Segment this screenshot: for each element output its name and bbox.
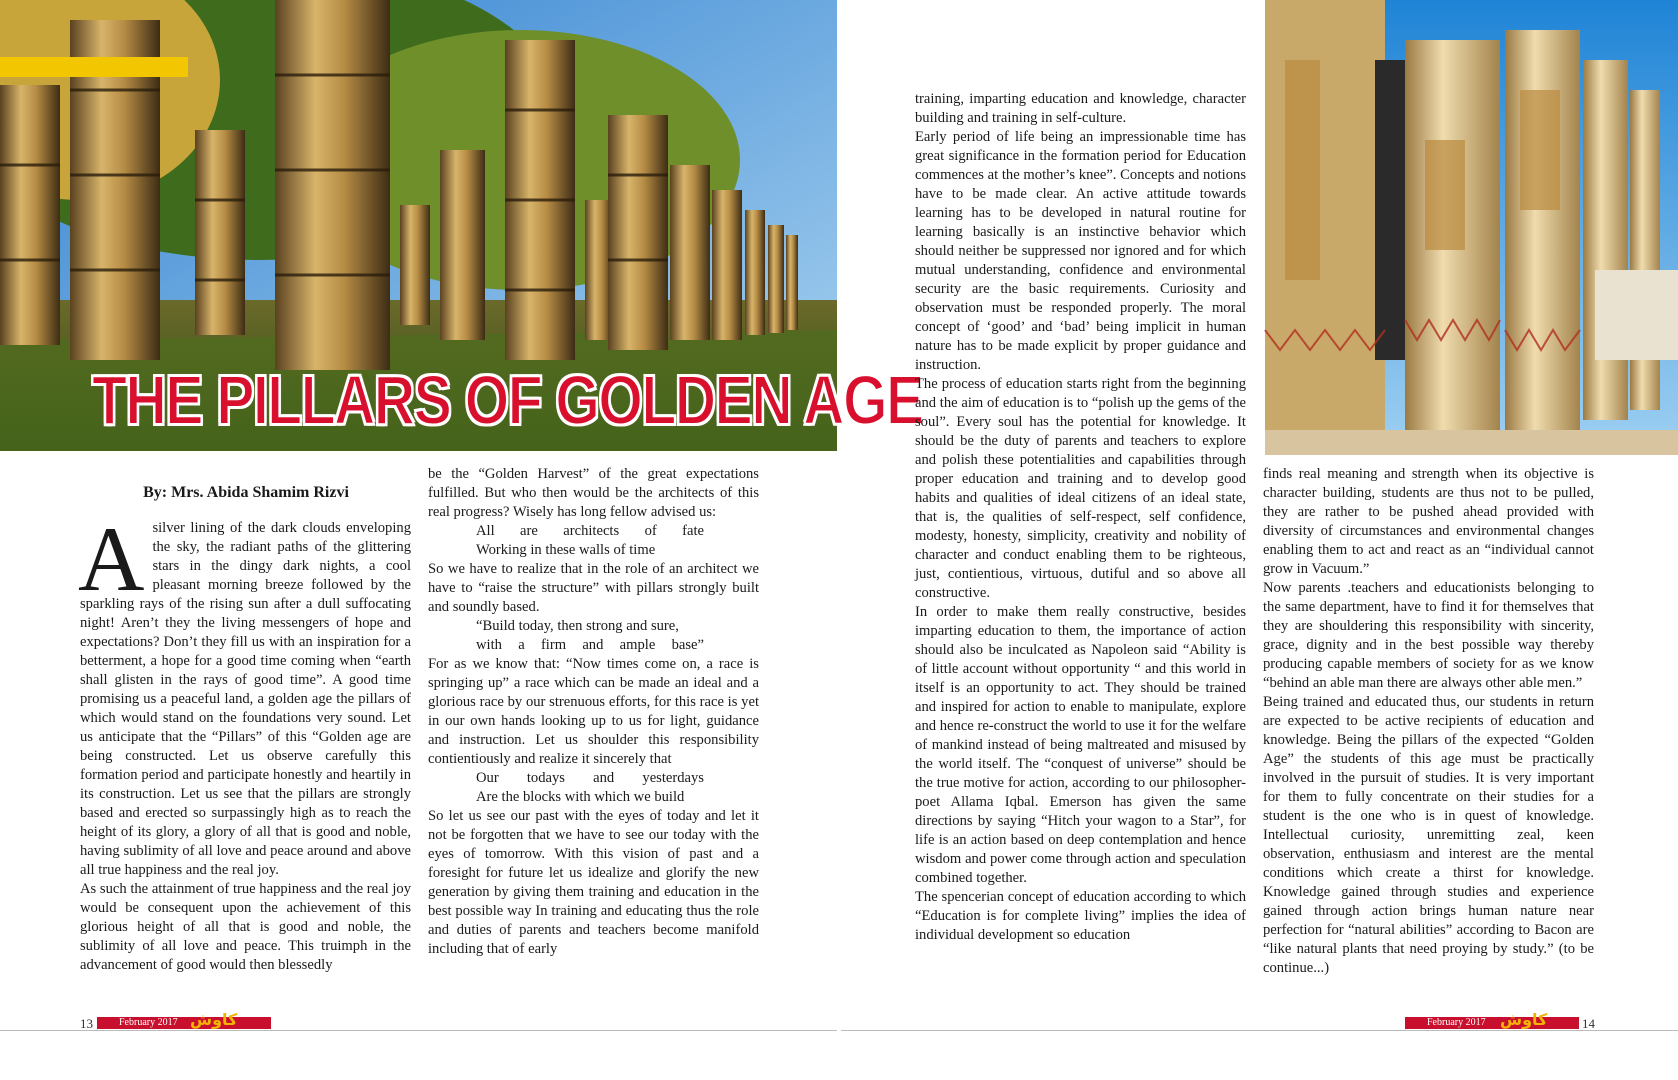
paragraph: be the “Golden Harvest” of the great expectations fulfilled. But who then would be the architects of this real progress? Wisely has long fellow advised us: [428,466,759,520]
drop-cap: A [78,508,145,610]
verse-line: Working in these walls of time [476,542,656,558]
verse-line: Our todays and yesterdays [476,770,704,786]
footer-band-left [97,1017,271,1029]
paragraph: For as we know that: “Now times come on, a race is springing up” a race which can be made an ideal and a glorious race by our strenuous efforts, for this race is yet in our own hands looking up to us for light, guidance and instruction. Let us shoulder this responsibility contientiously and realize it sincerely that [428,656,759,767]
paragraph: training, imparting education and knowledge, character building and training in self-culture. [915,91,1246,126]
paragraph: So we have to realize that in the role of an architect we have to “raise the structure” with pillars strongly built and soundly based. [428,561,759,615]
paragraph: In order to make them really constructive, besides imparting education to them, the importance of action should also be inculcated as Napoleon said “Ability is of little account without opportunity “ and this world in itself is an opportunity to act. They should be trained and inspired for action to enable to manipulate, explore and hence re-construct the world to use it for the welfare of mankind instead of being maltreated and misused by the world itself. The “conquest of universe” should be the true motive for action, according to our philosopher-poet Allama Iqbal. Emerson has given the same directions by saying “Hitch your wagon to a Star”, for life is an action based on deep contemplation and hence wisdom and power come through action and speculation combined together. [915,604,1246,886]
verse-line: All are architects of fate [476,523,704,539]
paragraph: The process of education starts right from the beginning and the aim of education is to “polish up the gems of the soul”. Every soul has the potential for knowledge. It should be the duty of parents and teachers to explore and polish these potentialities and capabilities through proper education and training and to develop good habits and qualities of ideal citizens of an ideal state, that is, the qualities of self-respect, self confidence, modesty, honesty, simplicity, creativity and nobility of character and conduct enabling them to be righteous, just, contientious, virtuous, dutiful and so above all constructive. [915,376,1246,601]
paragraph: The spencerian concept of education according to which “Education is for complete living” implies the idea of individual development so education [915,889,1246,943]
paragraph: Asilver lining of the dark clouds enveloping the sky, the radiant paths of the glittering stars in the dingy dark nights, a cool pleasant morning breeze followed by the sparkling rays of the rising sun after a dull suffocating night! Aren’t they the living messengers of hope and expectations? Don’t they fill us with an inspiration for a betterment, a hope for a good time coming when “earth shall glisten in the rays of good time”. A good time promising us a peaceful land, a golden age the pillars of which would stand on the foundations very sound. Let us anticipate that the “Pillars” of this “Golden age are being constructed. Let us observe carefully this formation period and participate honestly and heartily in its construction. Let us see that the pillars are strongly based and erected so surpassingly high as to reach the height of its glory, a glory of all that is good and noble, having sublimity of all love and peace around and above all true happiness and the real joy. [78,508,411,878]
colonnade-photo [0,0,923,451]
issue-date: February 2017 [1427,1017,1486,1028]
accent-bar [0,57,188,77]
magazine-logo-right: کاوش [1500,1010,1548,1029]
text-column-2 [428,465,759,959]
page-number-right: 14 [1582,1016,1595,1031]
temple-photo [1265,0,1678,455]
text-column-4 [1263,465,1594,978]
footer-rule-right [841,1030,1678,1031]
paragraph: finds real meaning and strength when its objective is character building, students are thus not to be pulled, they are rather to be pushed ahead provided with diversity of circumstances and environmental changes enabling them to act and react as an “individual cannot grow in Vacuum.” [1263,466,1594,577]
verse-line: “Build today, then strong and sure, [476,618,679,634]
footer-rule-left [0,1030,837,1031]
paragraph: Early period of life being an impressionable time has great significance in the formation period for Education commences at the mother’s knee”. Concepts and notions have to be made clear. An active attitude towards learning has to be developed in natural routine for learning basically is an instinctive behavior which should neither be suppressed nor ignored and for which mutual understanding, confidence and environmental security are the basic requirements. Curiosity and observation must be responded properly. The moral concept of ‘good’ and ‘bad’ being implicit in human nature has to be made explicit by proper guidance and instruction. [915,129,1246,373]
paragraph: So let us see our past with the eyes of today and let it not be forgotten that we have to see our today with the eyes of tomorrow. With this vision of past and a foresight for future let us idealize and glorify the new generation by giving them training and education in the best possible way In training and educating thus the role and duties of parents and teachers become manifold including that of early [428,808,759,957]
author-byline: By: Mrs. Abida Shamim Rizvi [143,484,349,501]
paragraph: As such the attainment of true happiness and the real joy would be consequent upon the achievement of this glorious height of all that is good and noble, the sublimity of all love and peace. This truimph in the advancement of good would then blessedly [80,881,411,973]
magazine-logo-left: کاوش [190,1010,238,1029]
verse-line: with a firm and ample base” [476,637,704,653]
article-title: THE PILLARS OF GOLDEN AGE [92,361,923,439]
verse-line: Are the blocks with which we build [476,789,685,805]
paragraph: Now parents .teachers and educationists belonging to the same department, have to find it for themselves that they are shouldering this responsibility with sincerity, grace, dignity and in the best possible way thereby producing capable members of society for as we know “behind an able man there are always other able men.” [1263,580,1594,691]
text-column-3 [915,90,1246,945]
text-column-1 [78,508,411,975]
paragraph: Being trained and educated thus, our students in return are expected to be active recipients of education and knowledge. Being the pillars of the expected “Golden Age” the students of this age must be practically involved in the pursuit of studies. It is very important for them to fully concentrate on their studies for a student is the one who is in quest of knowledge. Intellectual curiosity, unremitting zeal, keen observation, enthusiasm and interest are the mental conditions which create a thirst for knowledge. Knowledge gained through studies and experience gained through action brings human nature near perfection for “natural abilities” according to Bacon are “like natural plants that need proying by study.” (to be continue...) [1263,694,1594,976]
footer-band-right [1405,1017,1579,1029]
temple-illustration [1265,0,1678,455]
page-number-left: 13 [80,1016,93,1031]
issue-date: February 2017 [119,1017,178,1028]
